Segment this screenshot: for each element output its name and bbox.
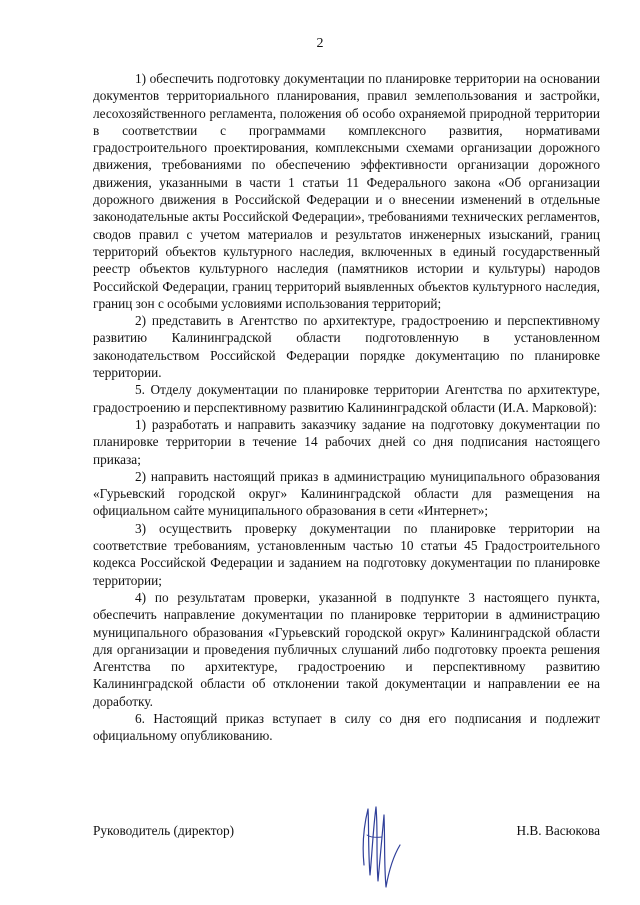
paragraph-review-results: 4) по результатам проверки, указанной в подпункте 3 настоящего пункта, обеспечить направление документации по планировке территории в администрацию муниципального образования «Гурьевский городской округ» Калининградской области для организации и проведения публичных слушаний либо подготовку проекта решения Агентства по архитектуре, градостроению и перспективному развитию Калининградской области об отклонении такой документации и направлении ее на доработку. xyxy=(93,589,600,709)
signer-title: Руководитель (директор) xyxy=(93,823,235,838)
paragraph-develop-assignment: 1) разработать и направить заказчику задание на подготовку документации по планировке территории в течение 14 рабочих дней со дня подписания настоящего приказа; xyxy=(93,416,600,467)
paragraph-provide-documentation: 1) обеспечить подготовку документации по планировке территории на основании документов территориального планирования, правил землепользования и застройки, лесохозяйственного регламента, положения об особо охраняемой природной территории в соответствии с программами комплексного развития, нормативами градостроительного проектирования, комплексными схемами организации дорожного движения, требованиями по обеспечению эффективности организации дорожного движения, указанными в части 1 статьи 11 Федерального закона «Об организации дорожного движения в Российской Федерации и о внесении изменений в отдельные законодательные акты Российской Федерации», требованиями технических регламентов, сводов правил с учетом материалов и результатов инженерных изысканий, границ территорий объектов культурного наследия, включенных в единый государственный реестр объектов культурного наследия (памятников истории и культуры) народов Российской Федерации, границ территорий выявленных объектов культурного наследия, границ зон с особыми условиями использования территорий; xyxy=(93,71,600,311)
paragraph-submit-documentation: 2) представить в Агентство по архитектуре, градостроению и перспективному развитию Калининградской области подготовленную в установленном законодательством Российской Федерации порядке документацию по планировке территории. xyxy=(93,313,600,381)
paragraph-item-5: 5. Отделу документации по планировке территории Агентства по архитектуре, градостроению и перспективному развитию Калининградской области (И.А. Марковой): xyxy=(93,382,600,415)
document-body xyxy=(93,70,600,745)
paragraph-check-documentation: 3) осуществить проверку документации по планировке территории на соответствие требованиям, установленным частью 10 статьи 45 Градостроительного кодекса Российской Федерации и заданием на подготовку документации по планировке территории; xyxy=(93,520,600,588)
signer-name: Н.В. Васюкова xyxy=(516,823,600,838)
handwritten-signature xyxy=(356,795,406,895)
paragraph-item-6: 6. Настоящий приказ вступает в силу со дня его подписания и подлежит официальному опубликованию. xyxy=(93,710,600,744)
page-number: 2 xyxy=(316,36,324,51)
paragraph-send-order: 2) направить настоящий приказ в администрацию муниципального образования «Гурьевский городской округ» Калининградской области для размещения на официальном сайте муниципального образования в сети «Интернет»; xyxy=(93,468,600,519)
